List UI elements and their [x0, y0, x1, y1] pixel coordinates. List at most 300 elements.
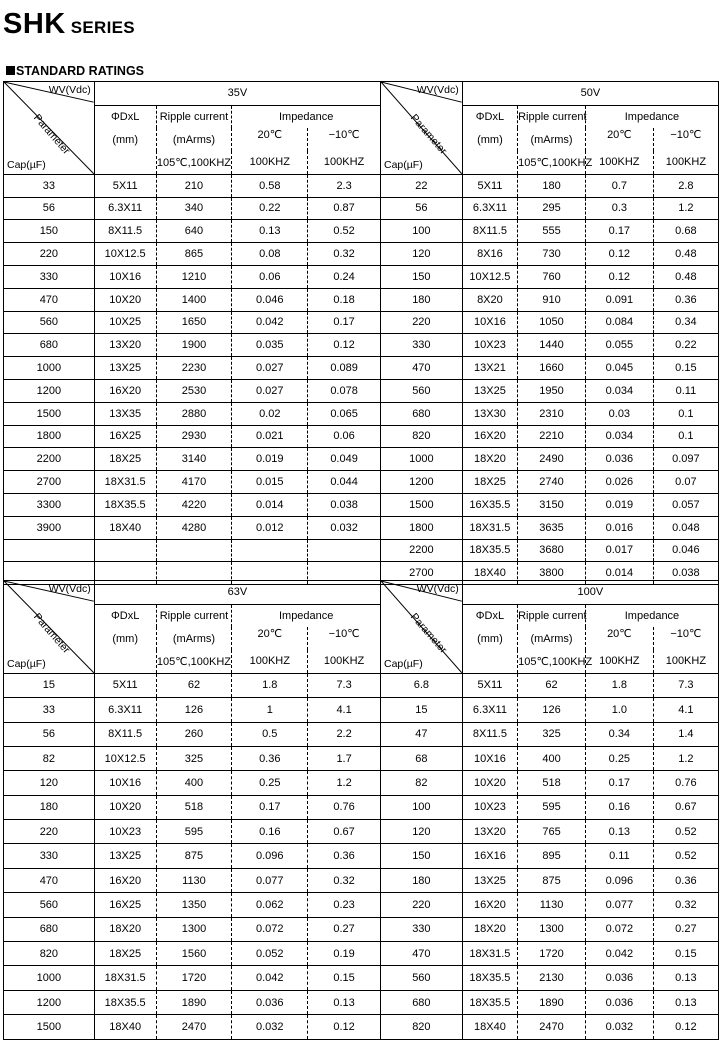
ripple-cell: 400 — [518, 746, 586, 770]
size-cell: 16X35.5 — [462, 493, 517, 516]
impedance-20c-cell: 0.014 — [232, 493, 308, 516]
table-row — [381, 243, 719, 266]
table-row — [381, 820, 719, 844]
impedance-20c-cell: 0.017 — [585, 539, 653, 562]
impedance-20c-cell: 0.021 — [232, 425, 308, 448]
impedance-minus10c-cell: 4.1 — [653, 698, 718, 722]
impedance-minus10c-cell: 0.27 — [308, 917, 381, 941]
impedance-20c-cell: 0.3 — [585, 197, 653, 220]
impedance-20c-cell: 0.052 — [232, 942, 308, 966]
ripple-cell: 2470 — [156, 1015, 232, 1039]
size-cell: 16X20 — [94, 868, 156, 892]
size-cell: 10X12.5 — [94, 243, 156, 266]
table-row — [4, 402, 381, 425]
impedance-minus10c-cell: 0.065 — [308, 402, 381, 425]
table-row — [4, 357, 381, 380]
size-unit-spacer — [94, 650, 156, 673]
impedance-20c-cell: 0.032 — [585, 1015, 653, 1039]
square-bullet-icon — [6, 66, 15, 75]
series-suffix: SERIES — [70, 18, 135, 37]
table-row — [381, 471, 719, 494]
table-row — [4, 746, 381, 770]
table-row — [4, 448, 381, 471]
table-row — [4, 174, 381, 197]
size-cell: 18X31.5 — [462, 942, 517, 966]
cap-cell — [4, 539, 95, 562]
table-row — [4, 220, 381, 243]
impedance-20c-cell: 0.055 — [585, 334, 653, 357]
cap-cell: 220 — [4, 243, 95, 266]
table-row — [4, 265, 381, 288]
cap-cell: 6.8 — [381, 673, 462, 697]
ripple-cell: 640 — [156, 220, 232, 243]
cap-cell: 1800 — [381, 516, 462, 539]
size-header: ΦDxL — [94, 105, 156, 128]
cap-cell: 330 — [381, 917, 462, 941]
table-row — [381, 220, 719, 243]
ripple-unit: (mArms) — [156, 128, 232, 151]
table-row — [4, 966, 381, 990]
size-cell: 18X40 — [462, 1015, 517, 1039]
table-row — [381, 917, 719, 941]
table-row — [381, 795, 719, 819]
ripple-header: Ripple current — [518, 105, 586, 128]
wv-label: WV(Vdc) — [416, 84, 459, 96]
ripple-cell: 1720 — [156, 966, 232, 990]
impedance-minus10c-cell: 0.32 — [308, 868, 381, 892]
impedance-minus10c-cell: 0.032 — [308, 516, 381, 539]
impedance-minus10c-cell: 0.87 — [308, 197, 381, 220]
size-cell: 8X11.5 — [94, 722, 156, 746]
impedance-minus10c-cell: 0.52 — [308, 220, 381, 243]
impedance-20c-cell: 0.036 — [232, 990, 308, 1014]
ripple-cell: 3680 — [518, 539, 586, 562]
cap-cell: 150 — [381, 844, 462, 868]
ripple-cell: 3635 — [518, 516, 586, 539]
impedance-minus10c-cell: 0.057 — [653, 493, 718, 516]
impedance-minus10c-cell: 0.1 — [653, 402, 718, 425]
cap-cell: 1800 — [4, 425, 95, 448]
table-row — [381, 966, 719, 990]
table-row — [4, 917, 381, 941]
cap-cell: 2200 — [4, 448, 95, 471]
size-unit-spacer — [462, 650, 517, 673]
impedance-minus10c-cell: 0.52 — [653, 844, 718, 868]
size-cell: 13X25 — [94, 357, 156, 380]
size-cell: 18X31.5 — [94, 966, 156, 990]
cap-cell: 180 — [381, 868, 462, 892]
ripple-condition: 105℃,100KHZ — [518, 151, 586, 174]
series-name: SHK — [3, 8, 66, 40]
size-cell: 16X20 — [462, 425, 517, 448]
ripple-cell: 62 — [518, 673, 586, 697]
impedance-20c-cell: 0.08 — [232, 243, 308, 266]
cap-cell: 2700 — [381, 562, 462, 585]
ripple-cell: 760 — [518, 265, 586, 288]
table-row — [381, 402, 719, 425]
header-corner-cell — [4, 82, 95, 175]
cap-cell: 820 — [381, 1015, 462, 1039]
ripple-unit: (mArms) — [156, 627, 232, 650]
ripple-cell: 865 — [156, 243, 232, 266]
impedance-minus10c-cell: 0.34 — [653, 311, 718, 334]
table-row — [381, 942, 719, 966]
size-unit: (mm) — [94, 128, 156, 151]
impedance-20c-cell: 0.026 — [585, 471, 653, 494]
table-row — [4, 722, 381, 746]
cap-cell: 47 — [381, 722, 462, 746]
ripple-cell: 260 — [156, 722, 232, 746]
ratings-block-bottom — [3, 580, 719, 1040]
impedance-header: Impedance — [278, 111, 334, 124]
cap-cell: 56 — [4, 722, 95, 746]
impedance-20c-cell: 0.12 — [585, 243, 653, 266]
table-row — [381, 379, 719, 402]
impedance-20c-cell: 1.8 — [585, 673, 653, 697]
size-cell: 6.3X11 — [462, 197, 517, 220]
ripple-cell: 2530 — [156, 379, 232, 402]
table-row — [4, 1015, 381, 1039]
size-cell: 13X20 — [462, 820, 517, 844]
impedance-20c-cell: 0.019 — [585, 493, 653, 516]
table-row — [381, 174, 719, 197]
section-heading — [6, 64, 144, 78]
impedance-20c-cell: 0.13 — [585, 820, 653, 844]
table-row — [4, 379, 381, 402]
table-row — [381, 516, 719, 539]
impedance-20c-cell: 0.11 — [585, 844, 653, 868]
ripple-cell: 1300 — [156, 917, 232, 941]
impedance-20c-cell: 0.06 — [232, 265, 308, 288]
ripple-cell: 1890 — [518, 990, 586, 1014]
cap-cell: 470 — [4, 288, 95, 311]
impedance-minus10c-cell: 2.3 — [308, 174, 381, 197]
impedance-20c-cell: 0.014 — [585, 562, 653, 585]
impedance-minus10c-header: −10℃ — [328, 129, 360, 142]
impedance-20c-cell: 0.046 — [232, 288, 308, 311]
impedance-20c-header: 20℃ — [232, 627, 308, 650]
size-cell: 18X40 — [94, 516, 156, 539]
table-row — [4, 990, 381, 1014]
ripple-cell: 910 — [518, 288, 586, 311]
ripple-cell: 2130 — [518, 966, 586, 990]
ripple-cell: 2740 — [518, 471, 586, 494]
impedance-minus10c-cell: 0.12 — [308, 334, 381, 357]
size-cell: 18X35.5 — [462, 990, 517, 1014]
size-cell: 8X11.5 — [94, 220, 156, 243]
size-unit: (mm) — [462, 128, 517, 151]
size-cell: 6.3X11 — [94, 197, 156, 220]
size-cell: 10X23 — [462, 795, 517, 819]
impedance-minus10c-cell: 0.23 — [308, 893, 381, 917]
impedance-minus10c-cell: 0.48 — [653, 265, 718, 288]
ripple-cell: 180 — [518, 174, 586, 197]
size-cell: 18X25 — [94, 448, 156, 471]
cap-cell: 120 — [4, 771, 95, 795]
size-unit: (mm) — [94, 627, 156, 650]
size-header: ΦDxL — [462, 105, 517, 128]
impedance-20c-frequency: 100KHZ — [585, 650, 653, 673]
size-cell: 13X21 — [462, 357, 517, 380]
ripple-cell: 1560 — [156, 942, 232, 966]
impedance-20c-header: 20℃ — [585, 128, 653, 151]
ripple-cell: 895 — [518, 844, 586, 868]
impedance-20c-cell: 0.34 — [585, 722, 653, 746]
impedance-minus10c-cell: 0.18 — [308, 288, 381, 311]
cap-cell: 1500 — [4, 402, 95, 425]
table-row — [4, 771, 381, 795]
impedance-20c-cell: 0.072 — [585, 917, 653, 941]
impedance-minus10c-cell: 2.2 — [308, 722, 381, 746]
size-cell: 10X12.5 — [462, 265, 517, 288]
size-cell: 10X20 — [94, 795, 156, 819]
cap-cell: 82 — [4, 746, 95, 770]
table-row — [4, 425, 381, 448]
impedance-minus10c-cell: 0.089 — [308, 357, 381, 380]
ripple-cell: 3140 — [156, 448, 232, 471]
impedance-20c-cell: 0.13 — [232, 220, 308, 243]
ripple-cell: 1440 — [518, 334, 586, 357]
parameter-label: Parameter — [407, 611, 450, 656]
impedance-20c-cell: 0.077 — [585, 893, 653, 917]
ripple-cell: 1950 — [518, 379, 586, 402]
cap-cell: 330 — [4, 265, 95, 288]
ripple-cell: 2470 — [518, 1015, 586, 1039]
table-row — [381, 1015, 719, 1039]
impedance-20c-cell: 0.096 — [585, 868, 653, 892]
cap-cell: 33 — [4, 698, 95, 722]
impedance-minus10c-cell: 0.038 — [308, 493, 381, 516]
table-row — [381, 357, 719, 380]
size-cell: 10X12.5 — [94, 746, 156, 770]
impedance-minus10c-cell: 1.7 — [308, 746, 381, 770]
ripple-cell: 2880 — [156, 402, 232, 425]
ripple-condition: 105℃,100KHZ — [156, 650, 232, 673]
cap-cell: 150 — [381, 265, 462, 288]
impedance-minus10c-cell: 0.15 — [653, 357, 718, 380]
size-cell: 13X35 — [94, 402, 156, 425]
size-unit: (mm) — [462, 627, 517, 650]
table-row — [381, 334, 719, 357]
impedance-20c-cell: 0.042 — [585, 942, 653, 966]
impedance-20c-cell: 0.015 — [232, 471, 308, 494]
impedance-20c-cell: 0.042 — [232, 966, 308, 990]
ripple-cell: 875 — [156, 844, 232, 868]
wv-label: WV(Vdc) — [48, 583, 91, 595]
cap-cell: 120 — [381, 243, 462, 266]
impedance-20c-cell: 0.096 — [232, 844, 308, 868]
parameter-label: Parameter — [407, 112, 450, 157]
size-cell: 10X20 — [462, 771, 517, 795]
size-cell: 18X40 — [462, 562, 517, 585]
impedance-minus10c-cell: 0.13 — [308, 990, 381, 1014]
cap-cell: 330 — [4, 844, 95, 868]
impedance-minus10c-cell — [308, 539, 381, 562]
impedance-20c-cell: 0.027 — [232, 357, 308, 380]
impedance-20c-cell: 0.5 — [232, 722, 308, 746]
table-row — [381, 673, 719, 697]
ripple-cell: 1900 — [156, 334, 232, 357]
size-cell: 13X25 — [94, 844, 156, 868]
impedance-minus10c-cell: 0.13 — [653, 966, 718, 990]
table-row — [4, 698, 381, 722]
ripple-cell: 1350 — [156, 893, 232, 917]
impedance-20c-cell: 0.12 — [585, 265, 653, 288]
impedance-20c-cell: 0.25 — [585, 746, 653, 770]
cap-label: Cap(µF) — [384, 657, 423, 670]
size-cell: 16X16 — [462, 844, 517, 868]
ripple-cell: 340 — [156, 197, 232, 220]
voltage-header: 100V — [462, 581, 718, 605]
ripple-cell: 62 — [156, 673, 232, 697]
cap-cell: 560 — [381, 966, 462, 990]
size-cell: 5X11 — [462, 174, 517, 197]
ripple-cell: 555 — [518, 220, 586, 243]
table-row — [381, 698, 719, 722]
ratings-table-35v — [3, 81, 381, 585]
impedance-20c-cell: 0.58 — [232, 174, 308, 197]
cap-cell: 820 — [381, 425, 462, 448]
impedance-minus10c-cell: 0.038 — [653, 562, 718, 585]
cap-cell: 150 — [4, 220, 95, 243]
ripple-header: Ripple current — [156, 604, 232, 627]
header-corner-cell — [381, 82, 462, 175]
cap-cell: 1500 — [4, 1015, 95, 1039]
ripple-cell: 1660 — [518, 357, 586, 380]
table-row — [381, 844, 719, 868]
size-cell: 18X25 — [462, 471, 517, 494]
cap-cell: 100 — [381, 220, 462, 243]
size-cell — [94, 539, 156, 562]
ripple-cell: 518 — [518, 771, 586, 795]
impedance-minus10c-cell: 0.19 — [308, 942, 381, 966]
impedance-minus10c-cell: 0.32 — [653, 893, 718, 917]
size-cell: 10X23 — [94, 820, 156, 844]
table-row — [4, 334, 381, 357]
size-cell: 13X20 — [94, 334, 156, 357]
size-cell: 18X35.5 — [94, 493, 156, 516]
impedance-minus10c-cell: 0.12 — [308, 1015, 381, 1039]
impedance-20c-cell: 0.042 — [232, 311, 308, 334]
cap-cell: 2700 — [4, 471, 95, 494]
cap-cell: 560 — [4, 893, 95, 917]
voltage-header: 35V — [94, 82, 380, 106]
impedance-minus10c-cell: 0.046 — [653, 539, 718, 562]
impedance-20c-cell: 0.034 — [585, 425, 653, 448]
table-row — [381, 288, 719, 311]
size-cell: 16X20 — [462, 893, 517, 917]
table-row — [4, 820, 381, 844]
cap-cell: 820 — [4, 942, 95, 966]
impedance-minus10c-cell: 4.1 — [308, 698, 381, 722]
impedance-minus10c-header: −10℃ — [328, 628, 360, 641]
impedance-20c-cell: 0.077 — [232, 868, 308, 892]
size-unit-spacer — [94, 151, 156, 174]
size-cell: 10X23 — [462, 334, 517, 357]
cap-cell: 220 — [381, 893, 462, 917]
ripple-cell: 1300 — [518, 917, 586, 941]
ripple-cell: 295 — [518, 197, 586, 220]
impedance-20c-cell: 0.17 — [585, 771, 653, 795]
ripple-cell: 1130 — [518, 893, 586, 917]
ripple-cell: 1650 — [156, 311, 232, 334]
cap-cell: 56 — [381, 197, 462, 220]
table-row — [4, 795, 381, 819]
impedance-minus10c-cell: 0.048 — [653, 516, 718, 539]
ripple-cell: 1720 — [518, 942, 586, 966]
ripple-cell: 325 — [156, 746, 232, 770]
ripple-cell: 3150 — [518, 493, 586, 516]
cap-cell: 15 — [381, 698, 462, 722]
impedance-20c-cell: 1.0 — [585, 698, 653, 722]
cap-cell: 1200 — [381, 471, 462, 494]
ripple-cell: 2230 — [156, 357, 232, 380]
impedance-minus10c-frequency: 100KHZ — [308, 151, 381, 174]
impedance-20c-cell: 0.7 — [585, 174, 653, 197]
ripple-cell: 2930 — [156, 425, 232, 448]
cap-cell: 100 — [381, 795, 462, 819]
cap-cell: 68 — [381, 746, 462, 770]
voltage-header: 63V — [94, 581, 380, 605]
impedance-20c-cell: 0.072 — [232, 917, 308, 941]
impedance-minus10c-cell: 1.2 — [308, 771, 381, 795]
table-row — [381, 448, 719, 471]
table-row — [381, 746, 719, 770]
size-header: ΦDxL — [94, 604, 156, 627]
size-unit-spacer — [462, 151, 517, 174]
impedance-header: Impedance — [624, 111, 680, 124]
size-cell: 18X35.5 — [462, 539, 517, 562]
size-cell: 16X25 — [94, 893, 156, 917]
table-row — [4, 197, 381, 220]
ratings-block-top — [3, 81, 719, 585]
size-cell: 18X25 — [94, 942, 156, 966]
size-cell: 18X35.5 — [94, 990, 156, 1014]
impedance-20c-cell: 0.25 — [232, 771, 308, 795]
ripple-condition: 105℃,100KHZ — [518, 650, 586, 673]
impedance-minus10c-cell: 0.12 — [653, 1015, 718, 1039]
impedance-minus10c-cell: 0.76 — [653, 771, 718, 795]
size-cell: 8X16 — [462, 243, 517, 266]
table-row — [381, 493, 719, 516]
impedance-20c-cell: 0.035 — [232, 334, 308, 357]
size-cell: 6.3X11 — [94, 698, 156, 722]
table-row — [381, 539, 719, 562]
ripple-cell: 2490 — [518, 448, 586, 471]
ripple-cell: 4280 — [156, 516, 232, 539]
ripple-cell: 4170 — [156, 471, 232, 494]
table-row — [4, 539, 381, 562]
cap-cell: 560 — [4, 311, 95, 334]
cap-cell: 1200 — [4, 990, 95, 1014]
impedance-20c-cell: 0.22 — [232, 197, 308, 220]
cap-cell: 33 — [4, 174, 95, 197]
page-title — [3, 8, 135, 41]
ripple-cell: 1210 — [156, 265, 232, 288]
impedance-20c-cell: 0.027 — [232, 379, 308, 402]
cap-cell: 22 — [381, 174, 462, 197]
impedance-minus10c-frequency: 100KHZ — [308, 650, 381, 673]
impedance-20c-cell: 0.17 — [232, 795, 308, 819]
ripple-cell: 210 — [156, 174, 232, 197]
cap-cell: 680 — [4, 917, 95, 941]
impedance-minus10c-cell: 0.32 — [308, 243, 381, 266]
impedance-minus10c-cell: 0.24 — [308, 265, 381, 288]
impedance-20c-cell: 0.02 — [232, 402, 308, 425]
cap-cell: 330 — [381, 334, 462, 357]
cap-cell: 3300 — [4, 493, 95, 516]
impedance-minus10c-cell: 2.8 — [653, 174, 718, 197]
